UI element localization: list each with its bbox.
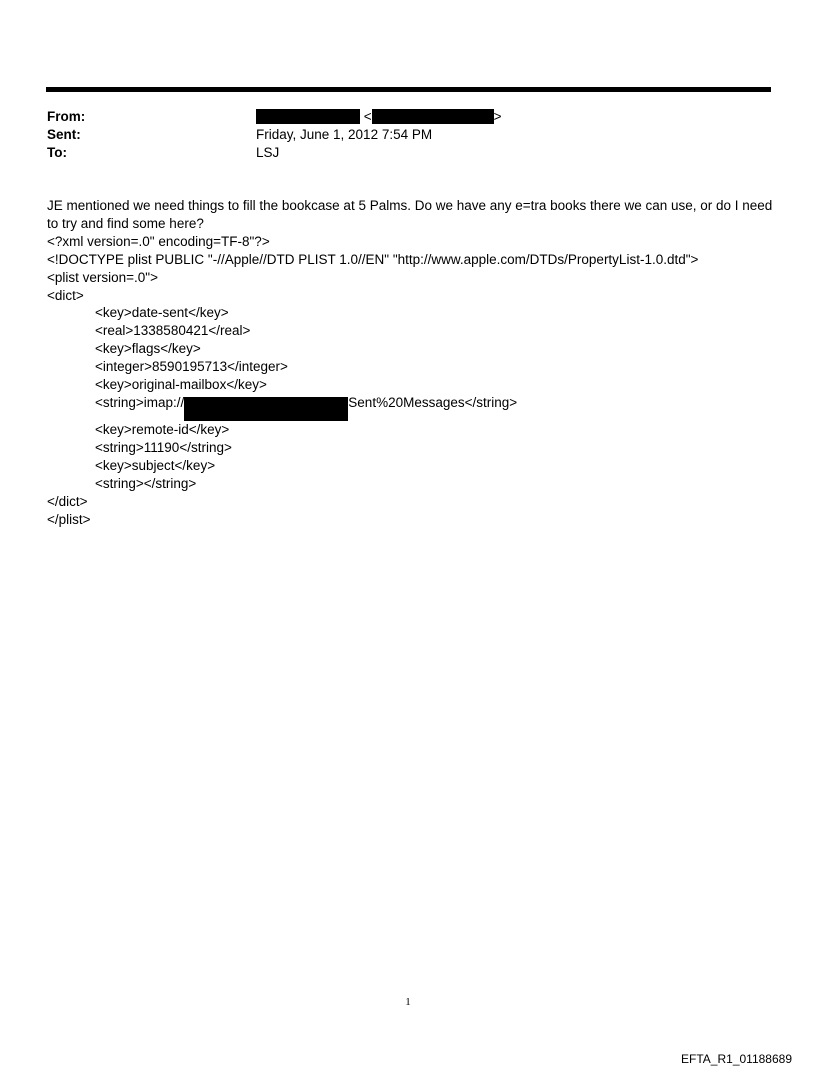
header-rule <box>46 87 771 92</box>
page-number: 1 <box>405 996 411 1008</box>
email-body <box>47 197 777 528</box>
from-value <box>256 108 502 126</box>
document-id: EFTA_R1_01188689 <box>681 1052 792 1066</box>
xml-line: </plist> <box>47 511 91 527</box>
xml-line: <key>flags</key> <box>95 341 201 357</box>
redaction-box <box>184 397 348 421</box>
sent-value: Friday, June 1, 2012 7:54 PM <box>256 127 433 142</box>
xml-line: <string></string> <box>95 475 197 491</box>
redaction-box <box>256 109 360 124</box>
sent-label: Sent: <box>47 127 81 142</box>
from-lt: < <box>363 109 372 124</box>
xml-line: <!DOCTYPE plist PUBLIC "-//Apple//DTD PLIST 1.0//EN" "http://www.apple.com/DTDs/PropertyList-1.0.dtd"> <box>47 251 699 267</box>
from-label: From: <box>47 109 86 124</box>
xml-line: <string>11190</string> <box>95 439 232 455</box>
to-value: LSJ <box>256 145 280 160</box>
xml-line: <key>subject</key> <box>95 457 216 473</box>
xml-line: <key>remote-id</key> <box>95 421 230 437</box>
xml-line: <real>1338580421</real> <box>95 323 251 339</box>
from-gt: > <box>493 109 502 124</box>
xml-line: <dict> <box>47 287 84 303</box>
body-line: to try and find some here? <box>47 215 204 231</box>
xml-line-redacted <box>47 394 777 421</box>
xml-line: </dict> <box>47 493 88 509</box>
xml-fragment: <string>imap:// <box>95 394 185 410</box>
xml-line: <integer>8590195713</integer> <box>95 359 288 375</box>
body-line: JE mentioned we need things to fill the bookcase at 5 Palms. Do we have any e=tra books there we can use, or do I need <box>47 198 773 213</box>
xml-line: <key>original-mailbox</key> <box>95 377 267 393</box>
xml-line: <?xml version=.0" encoding=TF-8"?> <box>47 233 270 249</box>
redaction-box <box>372 109 494 124</box>
xml-line: <plist version=.0"> <box>47 269 158 285</box>
xml-line: <key>date-sent</key> <box>95 305 229 321</box>
to-label: To: <box>47 145 67 160</box>
xml-fragment: Sent%20Messages</string> <box>348 394 518 410</box>
